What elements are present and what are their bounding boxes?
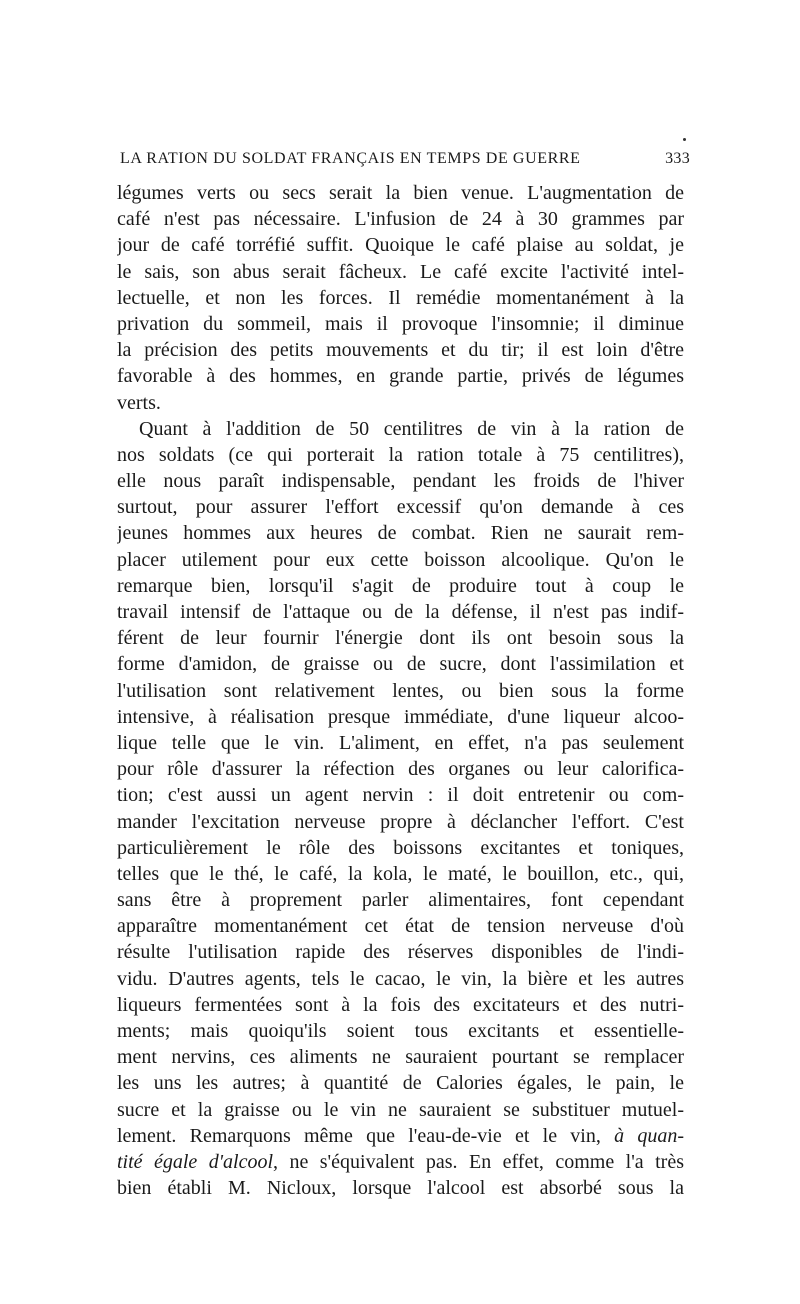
- text-line: lique telle que le vin. L'aliment, en effet, n'a pas seulement: [117, 731, 684, 754]
- text-line: vidu. D'autres agents, tels le cacao, le vin, la bière et les autres: [117, 967, 684, 990]
- text-line: nos soldats (ce qui porterait la ration totale à 75 centilitres),: [117, 443, 684, 466]
- text-line: les uns les autres; à quantité de Calories égales, le pain, le: [117, 1072, 684, 1095]
- text-line: liqueurs fermentées sont à la fois des excitateurs et des nutri-: [117, 993, 684, 1016]
- text-segment: lement. Remarquons même que l'eau-de-vie et le vin,: [117, 1124, 601, 1147]
- text-line: favorable à des hommes, en grande partie, privés de légumes: [117, 365, 684, 388]
- text-line: sucre et la graisse ou le vin ne sauraient se substituer mutuel-: [117, 1098, 684, 1121]
- running-head-title: LA RATION DU SOLDAT FRANÇAIS EN TEMPS DE GUERRE: [120, 150, 581, 167]
- text-line: privation du sommeil, mais il provoque l'insomnie; il diminue: [117, 312, 684, 335]
- text-line: l'utilisation sont relativement lentes, ou bien sous la forme: [117, 679, 684, 702]
- text-line: telles que le thé, le café, la kola, le maté, le bouillon, etc., qui,: [117, 862, 684, 885]
- body-text: [117, 180, 684, 1201]
- text-line: ments; mais quoiqu'ils soient tous excitants et essentielle-: [117, 1020, 684, 1042]
- text-line: jeunes hommes aux heures de combat. Rien ne saurait rem-: [117, 522, 684, 545]
- text-line: café n'est pas nécessaire. L'infusion de 24 à 30 grammes par: [117, 208, 684, 231]
- text-line-with-italic: [117, 1149, 684, 1175]
- text-line: jour de café torréfié suffit. Quoique le café plaise au soldat, je: [117, 234, 684, 257]
- text-line: surtout, pour assurer l'effort excessif qu'on demande à ces: [117, 496, 684, 519]
- text-line: intensive, à réalisation presque immédiate, d'une liqueur alcoo-: [117, 705, 684, 728]
- page-number: 333: [665, 150, 690, 167]
- text-line: apparaître momentanément cet état de tension nerveuse d'où: [117, 915, 684, 938]
- paragraph-end-line: verts.: [117, 391, 161, 414]
- text-line: remarque bien, lorsqu'il s'agit de produire tout à coup le: [117, 574, 684, 597]
- text-line: férent de leur fournir l'énergie dont ils ont besoin sous la: [117, 627, 684, 650]
- text-line: elle nous paraît indispensable, pendant les froids de l'hiver: [117, 470, 684, 493]
- text-line: placer utilement pour eux cette boisson alcoolique. Qu'on le: [117, 548, 684, 571]
- page-mark: [683, 138, 686, 141]
- text-line: la précision des petits mouvements et du tir; il est loin d'être: [117, 339, 684, 362]
- text-line: résulte l'utilisation rapide des réserves disponibles de l'indi-: [117, 941, 684, 964]
- italic-segment: tité égale d'alcool: [117, 1150, 273, 1173]
- text-line: sans être à proprement parler alimentaires, font cependant: [117, 889, 684, 912]
- text-segment: , ne s'équivalent pas. En effet, comme l'a très: [273, 1150, 684, 1173]
- text-line: le sais, son abus serait fâcheux. Le café excite l'activité intel-: [117, 260, 684, 283]
- text-line: pour rôle d'assurer la réfection des organes ou leur calorifica-: [117, 758, 684, 781]
- text-line: tion; c'est aussi un agent nervin : il doit entretenir ou com-: [117, 784, 684, 807]
- text-line: lectuelle, et non les forces. Il remédie momentanément à la: [117, 286, 684, 309]
- text-line: ment nervins, ces aliments ne sauraient pourtant se remplacer: [117, 1046, 684, 1069]
- text-line: travail intensif de l'attaque ou de la défense, il n'est pas indif-: [117, 601, 684, 623]
- text-line: particulièrement le rôle des boissons excitantes et toniques,: [117, 836, 684, 859]
- italic-segment: à quan-: [614, 1124, 684, 1147]
- running-head: [120, 150, 690, 168]
- text-line-with-italic: [117, 1123, 684, 1149]
- text-line: bien établi M. Nicloux, lorsque l'alcool est absorbé sous la: [117, 1177, 684, 1200]
- text-line: mander l'excitation nerveuse propre à déclancher l'effort. C'est: [117, 810, 684, 833]
- text-line: légumes verts ou secs serait la bien venue. L'augmentation de: [117, 182, 684, 204]
- paragraph-start-line: Quant à l'addition de 50 centilitres de vin à la ration de: [139, 417, 684, 440]
- text-line: forme d'amidon, de graisse ou de sucre, dont l'assimilation et: [117, 653, 684, 676]
